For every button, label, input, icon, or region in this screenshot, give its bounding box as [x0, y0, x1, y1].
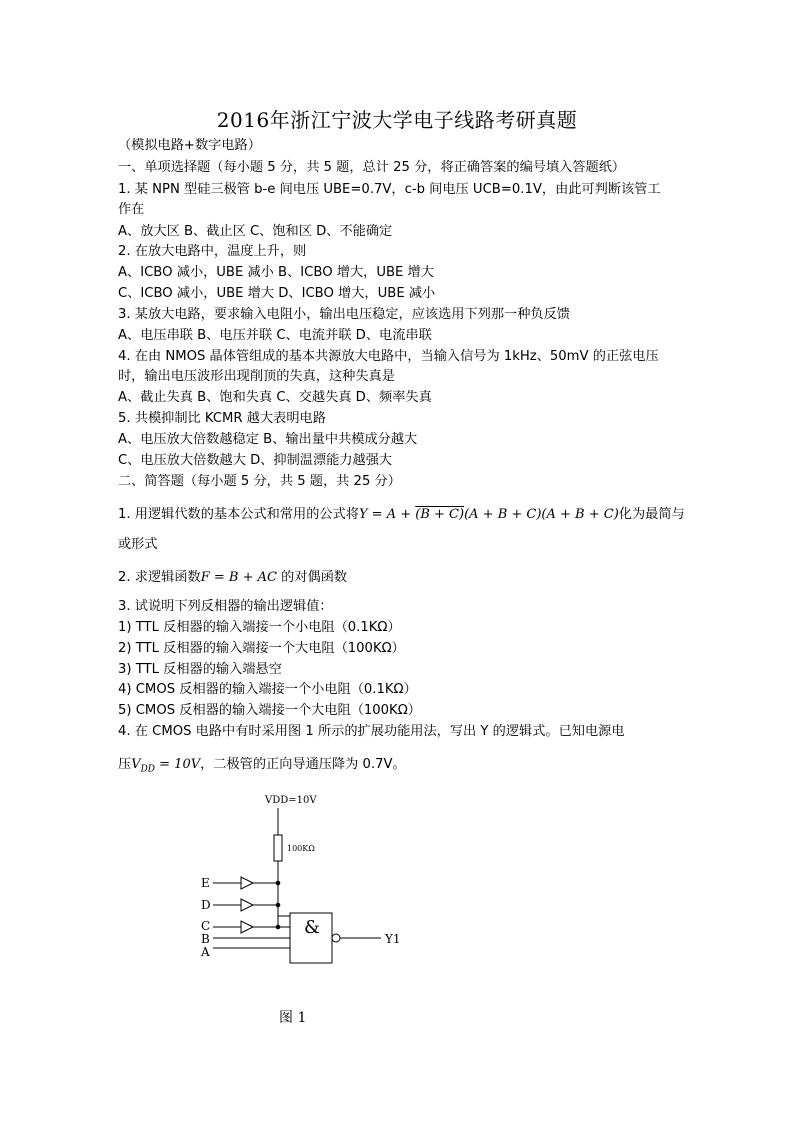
- s2-q2-formula: F = B + AC: [200, 570, 277, 585]
- s2-q4-formula: [131, 757, 201, 775]
- formula-lhs: Y = A +: [358, 507, 416, 522]
- vdd-label: VDD=10V: [265, 795, 317, 806]
- input-label-c: C: [201, 919, 211, 933]
- input-label-d: D: [201, 898, 211, 912]
- inversion-bubble: [332, 934, 340, 942]
- diode-icon: [241, 899, 253, 911]
- s2-q2-prefix: 2. 求逻辑函数: [118, 570, 201, 585]
- figure-caption: 图 1: [279, 1010, 307, 1026]
- s2-q4-suffix: ，二极管的正向导通压降为 0.7V。: [200, 757, 406, 772]
- s2-q3-item-4: 4) CMOS 反相器的输入端接一个小电阻（0.1KΩ）: [118, 682, 417, 697]
- resistor: [274, 835, 282, 861]
- s1-q1-options: A、放大区 B、截止区 C、饱和区 D、不能确定: [118, 224, 393, 239]
- s1-q2: 2. 在放大电路中，温度上升，则: [118, 244, 307, 259]
- s2-q1-line1: [118, 506, 685, 524]
- gate-symbol: &: [304, 917, 321, 938]
- formula-rest: (A + B + C)(A + B + C): [464, 507, 619, 522]
- s2-q4-line1: 4. 在 CMOS 电路中有时采用图 1 所示的扩展功能用法，写出 Y 的逻辑式。已知电源电: [118, 724, 625, 739]
- s2-q1-formula: [359, 507, 619, 522]
- s1-q5-options-1: A、电压放大倍数越稳定 B、输出量中共模成分越大: [118, 432, 418, 447]
- formula-value: = 10V: [155, 757, 201, 772]
- s2-q3: 3. 试说明下列反相器的输出逻辑值：: [118, 599, 333, 614]
- s2-q2-suffix: 的对偶函数: [281, 570, 348, 585]
- output-label: Y1: [385, 932, 401, 946]
- s2-q1-prefix: 1. 用逻辑代数的基本公式和常用的公式将: [118, 507, 359, 522]
- s1-q2-options-1: A、ICBO 减小，UBE 减小 B、ICBO 增大，UBE 增大: [118, 265, 434, 280]
- s1-q4-options: A、截止失真 B、饱和失真 C、交越失真 D、频率失真: [118, 390, 432, 405]
- input-label-e: E: [201, 876, 210, 890]
- s2-q2: [118, 569, 347, 587]
- s2-q3-item-3: 3) TTL 反相器的输入端悬空: [118, 662, 282, 677]
- s2-q3-item-1: 1) TTL 反相器的输入端接一个小电阻（0.1KΩ）: [118, 620, 401, 635]
- s2-q4-line2: [118, 756, 406, 779]
- formula-overlined-term: (B + C): [415, 507, 465, 522]
- circuit-diagram: [195, 788, 435, 978]
- s1-q4-line1: 4. 在由 NMOS 晶体管组成的基本共源放大电路中，当输入信号为 1kHz、50mV 的正弦电压: [118, 349, 659, 364]
- s1-q1-line2: 作在: [118, 202, 145, 217]
- s1-q5: 5. 共模抑制比 KCMR 越大表明电路: [118, 411, 326, 426]
- s1-q1-line1: 1. 某 NPN 型硅三极管 b-e 间电压 UBE=0.7V，c-b 间电压 UCB=0.1V，由此可判断该管工: [118, 182, 661, 197]
- diode-icon: [241, 877, 253, 889]
- subtitle: （模拟电路+数字电路）: [118, 138, 261, 153]
- s1-q2-options-2: C、ICBO 减小，UBE 增大 D、ICBO 增大，UBE 减小: [118, 286, 436, 301]
- s2-q1-line2: 或形式: [118, 537, 158, 552]
- resistor-label: 100KΩ: [287, 844, 315, 853]
- input-label-b: B: [201, 932, 210, 946]
- diode-icon: [241, 921, 253, 933]
- section2-heading: 二、简答题（每小题 5 分，共 5 题，共 25 分）: [118, 474, 401, 489]
- s1-q5-options-2: C、电压放大倍数越大 D、抑制温漂能力越强大: [118, 453, 393, 468]
- formula-sub: DD: [140, 764, 156, 775]
- s1-q3: 3. 某放大电路，要求输入电阻小，输出电压稳定，应该选用下列那一种负反馈: [118, 307, 570, 322]
- s1-q4-line2: 时，输出电压波形出现削顶的失真，这种失真是: [118, 369, 395, 384]
- s1-q3-options: A、电压串联 B、电压并联 C、电流并联 D、电流串联: [118, 328, 432, 343]
- formula-v: V: [131, 757, 141, 772]
- s2-q3-item-5: 5) CMOS 反相器的输入端接一个大电阻（100KΩ）: [118, 703, 421, 718]
- s2-q1-suffix: 化为最简与: [618, 507, 685, 522]
- s2-q3-item-2: 2) TTL 反相器的输入端接一个大电阻（100KΩ）: [118, 641, 405, 656]
- section1-heading: 一、单项选择题（每小题 5 分，共 5 题，总计 25 分，将正确答案的编号填入答题纸）: [118, 160, 626, 175]
- s2-q4-prefix: 压: [118, 757, 132, 772]
- page-title: 2016年浙江宁波大学电子线路考研真题: [216, 108, 578, 132]
- input-label-a: A: [201, 945, 210, 959]
